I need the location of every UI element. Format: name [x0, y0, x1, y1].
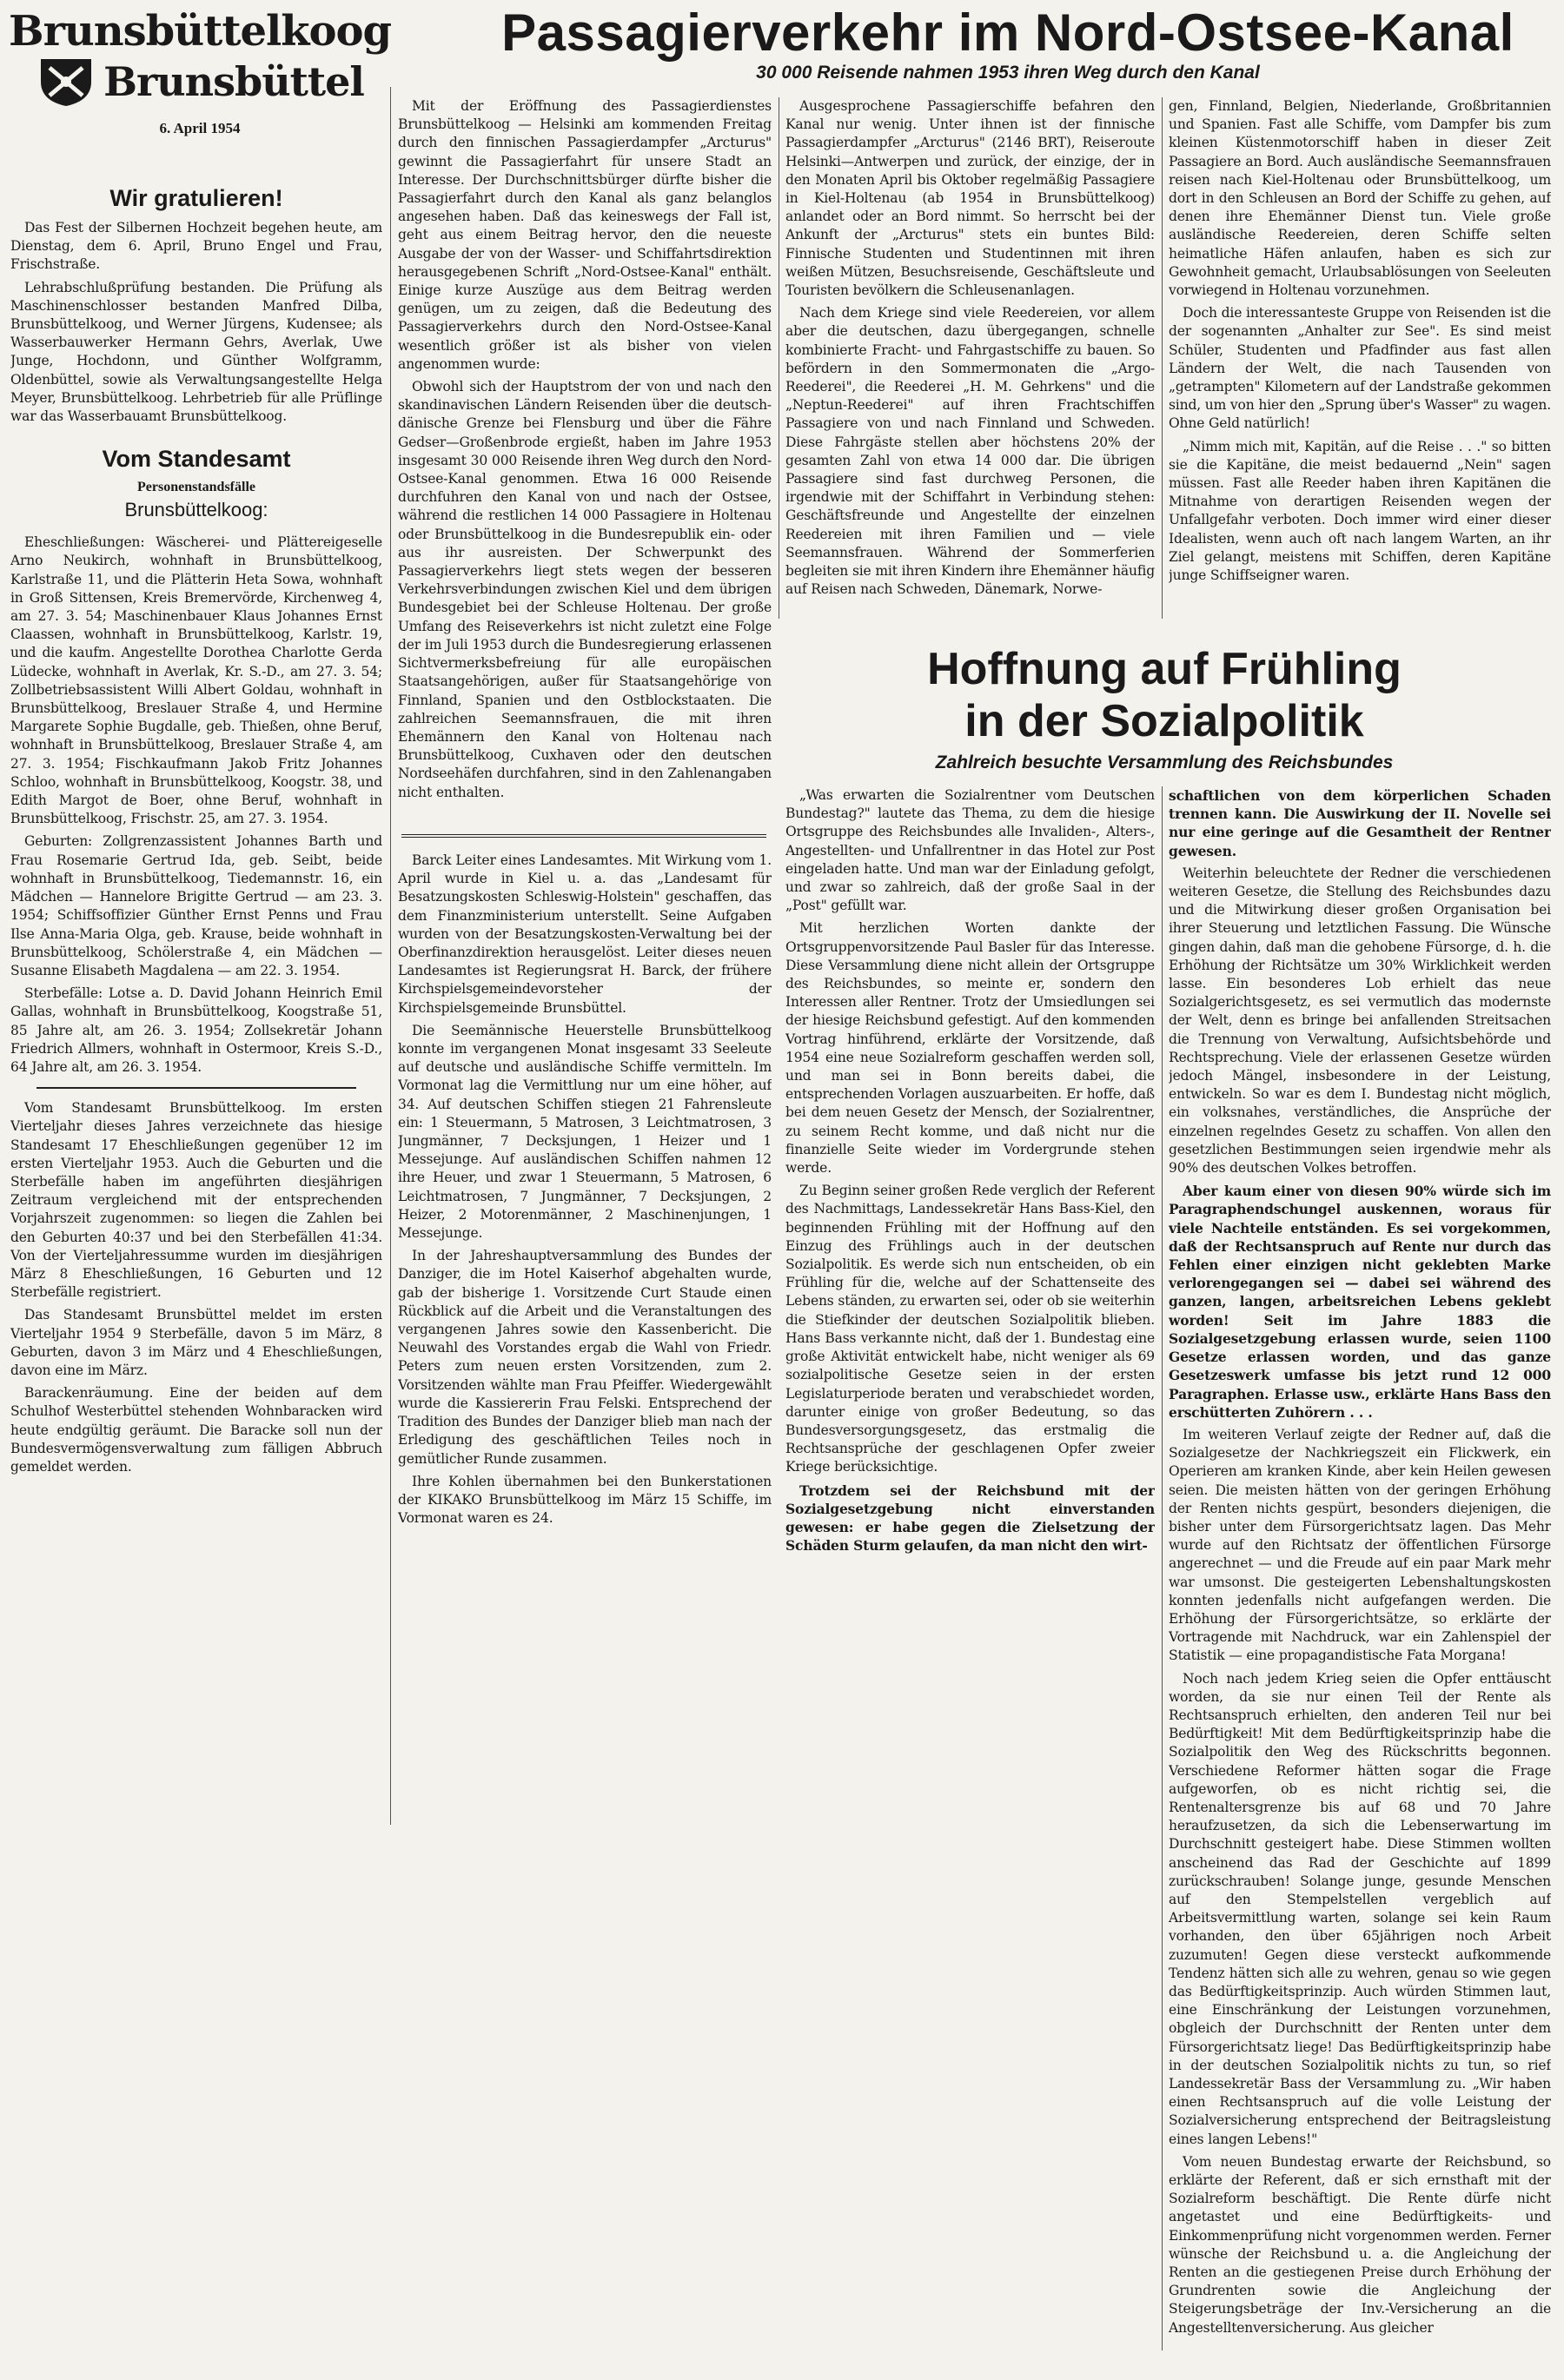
column-rule — [1162, 786, 1163, 2350]
middle-para-1: Die Seemännische Heuerstelle Brunsbüttelkoog konnte im vergangenen Monat insgesamt 33 Seeleute auf deutsche und ausländische Schiffe vermitteln. Im Vormonat lag die Vermittlung nur um eine höher, auf 34. Auf deutschen Schiffen stiegen 21 Fahrensleute ein: 1 Steuermann, 5 Matrosen, 3 Leichtmatrosen, 3 Jungmänner, 7 Decksjungen, 1 Heizer und 1 Messejunge. Auf ausländischen Schiffen nahmen 12 ihre Heuer, und zwar 1 Steuermann, 5 Matrosen, 6 Leichtmatrosen, 7 Jungmänner, 7 Decksjungen, 2 Heizer, 2 Motorenmänner, 2 Maschinenjungen, 1 Messejunge. — [398, 1022, 772, 1242]
middle-para-3: Ihre Kohlen übernahmen bei den Bunkerstationen der KIKAKO Brunsbüttelkoog im März 15 Schiffe, im Vormonat waren es 24. — [398, 1473, 772, 1527]
left-column — [10, 178, 382, 2350]
main-col2-para-1: Nach dem Kriege sind viele Reedereien, vor allem aber die deutschen, dazu übergegangen, schnelle kombinierte Fracht- und Fahrgastschiffe zu bauen. So befördern in den Sommermonaten die „Argo-Reederei", die Reederei „H. M. Gehrkens" und die „Neptun-Reederei" auf ihren Frachtschiffen Passagiere von und nach Finnland und Schweden. Diese Fahrgäste stellen aber höchstens 20% der gesamten Zahl von etwa 14 000 dar. Die übrigen Passagiere sind fast durchweg Personen, die irgendwie mit der Schiffahrt in Verbindung stehen: Geschäftsfreunde und Angestellte der einzelnen Reedereien mit ihren Familien und — viele Seemannsfrauen. Während der Sommerferien begleiten sie mit ihren Kindern ihre Ehemänner häufig auf Reisen nach Schweden, Dänemark, Norwe- — [785, 305, 1155, 598]
middle-para-2: In der Jahreshauptversammlung des Bundes der Danziger, die im Hotel Kaiserhof abgehalten wurde, gab der bisherige 1. Vorsitzende Curt Staude einen Rückblick auf die Arbeit und die Veranstaltungen des vergangenen Jahres sowie den Kassenbericht. Die Neuwahl des Vorstandes ergab die Wahl von Friedr. Peters zum neuen ersten Vorsitzenden, zum 2. Vorsitzenden wählte man Frau Pfeiffer. Wiedergewählt wurde die Kassiererin Frau Felski. Entsprechend der Tradition des Bundes der Danziger blieb man nach der Erledigung des geschäftlichen Teiles noch in gemütlicher Runde zusammen. — [398, 1248, 772, 1467]
main-col3-para-0: gen, Finnland, Belgien, Niederlande, Großbritannien und Spanien. Fast alle Schiffe, vom Dampfer bis zum kleinen Küstenmotorschiff haben in dieser Zeit Passagiere an Bord. Auch ausländische Seemannsfrauen reisen nach Kiel-Holtenau oder Brunsbüttelkoog, um dort in den Schleusen an Bord der Schiffe zu gehen, auf denen ihre Ehemänner Dienst tun. Viele große ausländische Reedereien, deren Schiffe selten heimatliche Häfen anlaufen, haben es sich zur Gewohnheit gemacht, Urlaubsablösungen von Seeleuten vorwiegend in Holtenau vorzunehmen. — [1169, 98, 1551, 299]
standesamt-para-1: Geburten: Zollgrenzassistent Johannes Barth und Frau Rosemarie Gertrud Ida, geb. Seibt, beide wohnhaft in Brunsbüttelkoog, Tiedemannstr. 16, ein Mädchen — Hannelore Brigitte Gertrud — am 23. 3. 1954; Schiffsoffizier Günther Ernst Penns und Frau Ilse Anna-Maria Olga, geb. Krause, beide wohnhaft in Brunsbüttelkoog, Schölerstraße 4, ein Mädchen — Susanne Elisabeth Magdalena — am 22. 3. 1954. — [10, 833, 382, 978]
second-col2-para-3: Im weiteren Verlauf zeigte der Redner auf, daß die Sozialgesetze der Nachkriegszeit ein Flickwerk, ein Operieren am kranken Kinde, aber kein Heilen gewesen seien. Die meisten hätten von der geringen Erhöhung der Renten nichts gespürt, besonders diejenigen, die bisher unter dem Fürsorgerichtsatz lagen. Das Mehr wurde auf den Richtsatz der öffentlichen Fürsorge angerechnet — und die Freude auf ein paar Mark mehr war umsonst. Die gesteigerten Lebenshaltungskosten konnten jedenfalls nicht aufgefangen werden. Die Erhöhung der Fürsorgerichtsätze, so erklärte der Vortragende mit Nachdruck, war ein Zahlenspiel der Statistik — eine propagandistische Fata Morgana! — [1169, 1426, 1551, 1664]
main-col3-para-2: „Nimm mich mit, Kapitän, auf die Reise . . ." so bitten sie die Kapitäne, die meist bedauernd „Nein" sagen müssen. Fast alle Reeder haben ihren Kapitänen die Mitnahme von derartigen Reisenden wegen der Unfallgefahr verboten. Doch immer wird einer dieser Idealisten, wenn auch oft nach langem Warten, an ihr Ziel gelangt, meistens mit Schiffen, deren Kapitäne junge Schiffseigner waren. — [1169, 438, 1551, 584]
standesamt-subheading: Personenstandsfälle — [137, 480, 255, 495]
lower-para-2: Barackenräumung. Eine der beiden auf dem Schulhof Westerbüttel stehenden Wohnbaracken wird heute endgültig geräumt. Die Baracke soll nun der Bundesvermögensverwaltung zum fälligen Abbruch gemeldet werden. — [10, 1385, 382, 1475]
divider — [36, 1087, 356, 1089]
second-title-line2: in der Sozialpolitik — [964, 696, 1364, 746]
middle-para-0: Barck Leiter eines Landesamtes. Mit Wirkung vom 1. April wurde in Kiel u. a. das „Landesamt für Besatzungskosten Schleswig-Holstein" geschaffen, das dem Finanzministerium unterstellt. Seine Aufgaben wurden von der Besatzungskosten-Verwaltung bei der Oberfinanzdirektion herausgelöst. Leiter dieses neuen Landesamtes ist Regierungsrat H. Barck, der frühere Kirchspielsgemeindevorsteher der Kirchspielsgemeinde Brunsbüttel. — [398, 852, 772, 1016]
lower-para-0: Vom Standesamt Brunsbüttelkoog. Im ersten Vierteljahr dieses Jahres verzeichnete das hiesige Standesamt 17 Eheschließungen gegenüber 12 im ersten Vierteljahr 1953. Auch die Geburten und die Sterbefälle haben im angeführten diesjährigen Zeitraum vergleichend mit der entsprechenden Vorjahrszeit zugenommen: so liegen die Zahlen bei den Geburten 40:37 und bei den Sterbefällen 41:34. Von der Vierteljahressumme wurden im diesjährigen März 8 Eheschließungen, 16 Geburten und 12 Sterbefälle registriert. — [10, 1100, 382, 1301]
second-article-title — [782, 643, 1547, 747]
second-col2-para-0: schaftlichen von dem körperlichen Schaden trennen kann. Die Auswirkung der II. Novelle sei nur eine geringe auf die Gesamtheit der Rentner gewesen. — [1169, 787, 1551, 859]
masthead-title-line1: Brunsbüttelkoog — [9, 7, 392, 56]
standesamt-heading: Vom Standesamt — [102, 446, 291, 473]
second-title-line1: Hoffnung auf Frühling — [927, 644, 1402, 694]
coat-of-arms-icon — [36, 56, 96, 108]
main-col3-para-1: Doch die interessanteste Gruppe von Reisenden ist die der sogenannten „Anhalter zur See". Es sind meist Schüler, Studenten und Pfadfinder aus fast allen Ländern der Welt, die nach Tausenden von „getrampten" Kilometern auf der Landstraße gekommen sind, um von hier den „Sprung über's Wasser" zu wagen. Ohne Geld natürlich! — [1169, 305, 1551, 432]
second-col2-para-1: Weiterhin beleuchtete der Redner die verschiedenen weiteren Gesetze, die Stellung des Reichsbundes dazu und die Mitwirkung dieser großen Organisation bei ihrer Steuerung und letztlichen Fassung. Die Wünsche gingen dahin, daß man die gehobene Fürsorge, d. h. die Erhöhung der Richtsätze um 30% Wirklichkeit werden lasse. Ein besonderes Lob erhielt das neue Sozialgerichtsgesetz, es sei vermutlich das modernste der Welt, denn es bringe bei anfallenden Streitsachen die Trennung von Verwaltung, Aufsichtsbehörde und Rechtsprechung. Viele der erlassenen Gesetze würden jedoch Mängel, insbesondere in der Leistung, entwickeln. So war es dem I. Bundestag nicht möglich, ein volksnahes, verständliches, die Ansprüche der einzelnen regelndes Gesetz zu schaffen. Von allen den gesetzlichen Bestimmungen seien irgendwie mehr als 90% des deutschen Volkes betroffen. — [1169, 865, 1551, 1177]
standesamt-para-0: Eheschließungen: Wäscherei- und Plättereigeselle Arno Neukirch, wohnhaft in Brunsbüttelkoog, Karlstraße 11, und die Plätterin Heta Sowa, wohnhaft in Groß Sittensen, Kreis Bremervörde, Kirchenweg 4, am 27. 3. 54; Maschinenbauer Klaus Johannes Ernst Claassen, wohnhaft in Brunsbüttelkoog, Karlstr. 19, und die kaufm. Angestellte Dorothea Charlotte Gerda Lüdecke, wohnhaft in Averlak, Kr. S.-D., am 27. 3. 54; Zollbetriebsassistent Willi Albert Goldau, wohnhaft in Brunsbüttelkoog, Breslauer Straße 4, und Hermine Margarete Sophie Bugdalle, geb. Thießen, ohne Beruf, wohnhaft in Brunsbüttelkoog, Breslauer Straße 4, am 27. 3. 1954; Fischkaufmann Jakob Fritz Johannes Schloo, wohnhaft in Brunsbüttelkoog, Koogstr. 38, und Edith Margot de Boer, ohne Beruf, wohnhaft in Brunsbüttelkoog, Frischstr. 25, am 27. 3. 1954. — [10, 534, 382, 827]
main-article-col1 — [398, 97, 772, 845]
lower-para-1: Das Standesamt Brunsbüttel meldet im ersten Vierteljahr 1954 9 Sterbefälle, davon 5 im März, 8 Geburten, davon 3 im März und 4 Eheschließungen, davon eine im März. — [10, 1307, 382, 1378]
second-col1-para-0: „Was erwarten die Sozialrentner vom Deutschen Bundestag?" lautete das Thema, zu dem die hiesige Ortsgruppe des Reichsbundes alle Invaliden-, Alters-, Angestellten- und Unfallrentner in das Hotel zur Post eingeladen hatte. Und man war der Einladung gefolgt, und zwar so zahlreich, daß der große Saal in der „Post" gefüllt war. — [785, 787, 1155, 914]
gratulieren-para-0: Das Fest der Silbernen Hochzeit begehen heute, am Dienstag, dem 6. April, Bruno Engel und Frau, Frischstraße. — [10, 220, 382, 273]
main-article-col2 — [785, 97, 1155, 627]
second-article-subtitle: Zahlreich besuchte Versammlung des Reichsbundes — [935, 752, 1394, 772]
standesamt-place: Brunsbüttelkoog: — [124, 499, 268, 521]
second-col1-para-3: Trotzdem sei der Reichsbund mit der Sozialgesetzgebung nicht einverstanden gewesen: er habe gegen die Zielsetzung der Schäden Sturm gelaufen, da man nicht den wirt- — [785, 1482, 1155, 1555]
second-col1-para-1: Mit herzlichen Worten dankte der Ortsgruppenvorsitzende Paul Basler für das Interesse. Diese Versammlung diene nicht allein der Ortsgruppe des Reichsbundes, so meinte er, sondern den Interessen aller Rentner. Trotz der Umsiedlungen sei der hiesige Reichsbund gefestigt. Auf den kommenden Vortrag hinführend, erklärte der Vorsitzende, daß 1954 eine neue Sozialreform geschaffen werden soll, und man sei in Bonn bereits dabei, die entsprechenden Vorlagen auszuarbeiten. Er hoffe, daß bei dem neuen Gesetz der Mensch, der Sozialrentner, zu seinem Recht komme, und daß nicht nur die finanzielle Seite wieder im Vordergrunde stehen werde. — [785, 920, 1155, 1177]
second-article-col1 — [785, 786, 1155, 2350]
masthead-row2 — [9, 56, 391, 108]
masthead — [9, 7, 391, 146]
second-col2-para-5: Vom neuen Bundestag erwarte der Reichsbund, so erklärte der Referent, daß er sich ernsthaft mit der Sozialreform beschäftigt. Die Rente dürfe nicht angetastet und eine Bedürftigkeits- und Einkommenprüfung nicht vorgenommen werden. Ferner wünsche der Reichsbund u. a. die Angleichung der Renten an die gestiegenen Preise durch Erhöhung der Grundrenten sowie die Angleichung der Steigerungsbeträge der Inv.-Versicherung an die Angestelltenversicherung. Aus gleicher — [1169, 2153, 1551, 2336]
column-rule — [390, 87, 391, 1825]
divider — [401, 834, 766, 838]
main-article-title: Passagierverkehr im Nord-Ostsee-Kanal — [501, 3, 1514, 62]
main-article-subtitle: 30 000 Reisende nahmen 1953 ihren Weg durch den Kanal — [756, 63, 1260, 83]
second-col1-para-2: Zu Beginn seiner großen Rede verglich der Referent des Nachmittags, Landessekretär Hans Bass-Kiel, den beginnenden Frühling mit der Hoffnung auf den Einzug des Frühlings auch in der deutschen Sozialpolitik. Es werde sich nun entscheiden, ob ein Frühling für die, welche auf der Schattenseite des Lebens ständen, zu erwarten sei, oder ob sie weiterhin die Stiefkinder der deutschen Sozialpolitik blieben. Hans Bass verkannte nicht, daß der 1. Bundestag eine große Aktivität entwickelt habe, nicht weniger als 69 sozialpolitische Gesetze seien in der ersten Legislaturperiode beraten und verabschiedet worden, darunter einige von großer Bedeutung, so das Bundesversorgungsgesetz, das erstmalig die Rechtsansprüche der geschlagenen Opfer zweier Kriege berücksichtige. — [785, 1183, 1155, 1475]
column-rule — [1162, 97, 1163, 619]
second-article-col2 — [1169, 786, 1551, 2372]
gratulieren-para-1: Lehrabschlußprüfung bestanden. Die Prüfung als Maschinenschlosser bestanden Manfred Dilba, Brunsbüttelkoog, und Werner Jürgens, Kudensee; als Wasserbauwerker Hermann Gehrs, Averlak, Uwe Junge, Hochdonn, und Günther Wolfgramm, Oldenbüttel, sowie als Verwaltungsangestellte Helga Meyer, Brunsbüttelkoog. Lehrbetrieb für alle Prüflinge war das Wasserbauamt Brunsbüttelkoog. — [10, 279, 382, 425]
second-col2-para-4: Noch nach jedem Krieg seien die Opfer enttäuscht worden, da sie nur einen Teil der Rente als Rechtsanspruch erhielten, den anderen Teil nur bei Bedürftigkeit! Mit dem Bedürftigkeitsprinzip habe die Sozialpolitik den Weg des Rückschritts begonnen. Verschiedene Reformer hätten sogar die Frage aufgeworfen, ob es nicht richtig sei, die Rentenaltersgrenze bis auf 68 und 70 Jahre heraufzusetzen, da sich die Lebenserwartung im Durchschnitt gesteigert habe. Diese Stimmen wollten anscheinend das Rad der Geschichte auf 1899 zurückschrauben! Solange junge, gesunde Menschen auf den Stempelstellen vergeblich auf Arbeitsvermittlung warten, solange sei kein Raum vorhanden, den über 65jährigen noch Arbeit zuzumuten! Gegen diese versteckt aufkommende Tendenz hätten sich alle zu wehren, genau so wie gegen das Bedürftigkeitsprinzip. Auch würden Stimmen laut, eine Einschränkung der Leistungen vorzunehmen, obgleich der Durchschnitt der Renten unter dem Fürsorgerichtsatz liege! Das Bedürftigkeitsprinzip habe in der deutschen Sozialpolitik nichts zu tun, so rief Landessekretär Bass der Versammlung zu. „Wir haben einen Rechtsanspruch auf die volle Leistung der Sozialversicherung entsprechend der Beitragsleistung eines langen Lebens!" — [1169, 1670, 1551, 2147]
gratulieren-heading: Wir gratulieren! — [109, 185, 283, 211]
standesamt-para-2: Sterbefälle: Lotse a. D. David Johann Heinrich Emil Gallas, wohnhaft in Brunsbüttelkoog, Koogstraße 51, 85 Jahre alt, am 26. 3. 1954; Zollsekretär Johann Friedrich Allmers, wohnhaft in Ostermoor, Kreis S.-D., 64 Jahre alt, am 26. 3. 1954. — [10, 985, 382, 1075]
main-article-col3 — [1169, 97, 1551, 627]
main-col1-para-1: Obwohl sich der Hauptstrom der von und nach den skandinavischen Ländern Reisenden über die deutsch-dänische Grenze bei Flensburg und über die Fähre Gedser—Großenbrode ergießt, haben im Jahre 1953 insgesamt 30 000 Reisende ihren Weg durch den Nord-Ostsee-Kanal genommen. Etwa 16 000 Reisende durchfuhren den Kanal von und nach der Ostsee, während die restlichen 14 000 Passagiere in Holtenau oder Brunsbüttelkoog in die Bundesrepublik ein- oder aus ihr ausreisten. Der Schwerpunkt des Passagierverkehrs liegt stets wegen der besseren Verkehrsverbindungen zwischen Kiel und dem übrigen Bundesgebiet bei der Schleuse Holtenau. Der große Umfang des Reiseverkehrs ist nicht zuletzt eine Folge der im Juli 1953 durch die Bundesregierung erlassenen Sichtvermerksbefreiung für alle europäischen Staatsangehörigen, außer für Staatsangehörige von Finnland, Spanien und den Ostblockstaaten. Die zahlreichen Seemannsfrauen, die mit ihren Ehemännern den Kanal von Holtenau nach Brunsbüttelkoog, Cuxhaven oder den deutschen Nordseehäfen durchfahren, sind in den Zahlenangaben nicht enthalten. — [398, 379, 772, 800]
second-col2-para-2: Aber kaum einer von diesen 90% würde sich im Paragraphendschungel auskennen, woraus für viele Nachteile entständen. Es sei vorgekommen, daß der Rechtsanspruch auf Rente nur durch das Fehlen einer einzigen nicht geklebten Marke verlorengegangen sei — dabei sei während des ganzen, langen, arbeitsreichen Lebens geklebt worden! Seit im Jahre 1883 die Sozialgesetzgebung erlassen wurde, seien 1100 Gesetze erlassen worden, und das ganze Gesetzeswerk umfasse bis jetzt rund 12 000 Paragraphen. Erlasse usw., erklärte Hans Bass den erschütterten Zuhörern . . . — [1169, 1183, 1551, 1421]
middle-lower-column — [398, 852, 772, 2329]
issue-date: 6. April 1954 — [159, 120, 241, 136]
main-col2-para-0: Ausgesprochene Passagierschiffe befahren den Kanal nur wenig. Unter ihnen ist der finnische Passagierdampfer „Arcturus" (2146 BRT), Reiseroute Helsinki—Antwerpen und zurück, der einzige, der in den Monaten April bis Oktober regelmäßig Passagiere in Kiel-Holtenau (ab 1954 in Brunsbüttelkoog) anlandet oder an Bord nimmt. So herrscht bei der Ankunft der „Arcturus" stets ein buntes Bild: Finnische Studenten und Studentinnen mit ihren weißen Mützen, Besuchsreisende, Geschäftsleute und Touristen bevölkern die Schleusenanlagen. — [785, 98, 1155, 299]
main-col1-para-0: Mit der Eröffnung des Passagierdienstes Brunsbüttelkoog — Helsinki am kommenden Freitag durch den finnischen Passagierdampfer „Arcturus" gewinnt die Passagierfahrt für unsere Stadt an Interesse. Der Durchschnittsbürger dürfte bisher die Passagierfahrt durch den Kanal als ganz belanglos angesehen haben. Daß das keineswegs der Fall ist, geht aus einem Beitrag hervor, den die neueste Ausgabe der von der Wasser- und Schiffahrtsdirektion herausgegebenen Schrift „Nord-Ostsee-Kanal" enthält. Einige kurze Auszüge aus dem Beitrag werden genügen, um zu zeigen, daß die Bedeutung des Passagierverkehrs durch den Nord-Ostsee-Kanal wesentlich größer ist als bisher von vielen angenommen wurde: — [398, 98, 772, 372]
masthead-title-line2: Brunsbüttel — [103, 58, 364, 105]
